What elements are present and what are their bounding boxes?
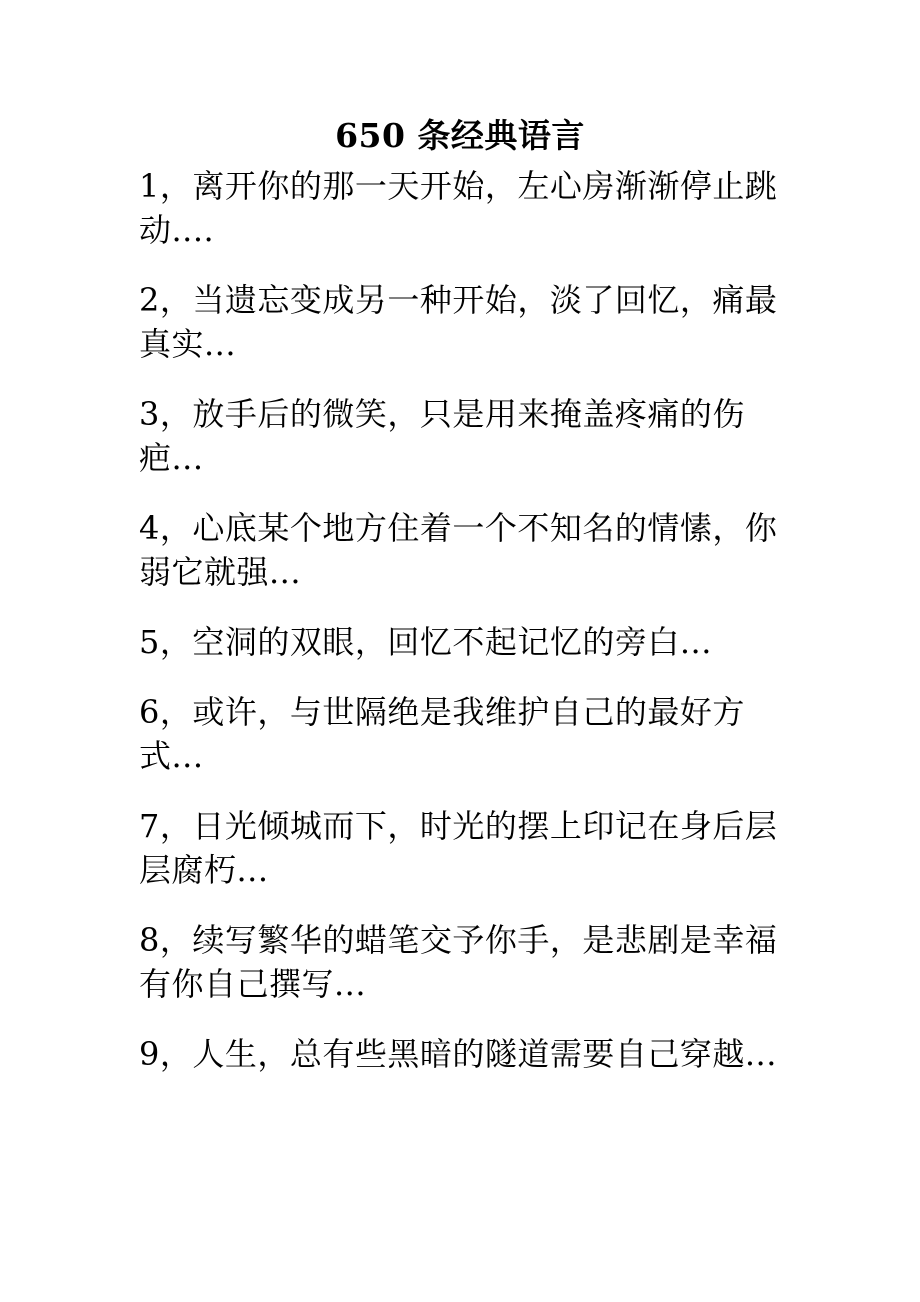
quote-entry-4: 4，心底某个地方住着一个不知名的情愫，你弱它就强...: [139, 509, 778, 591]
quote-entry-7: 7，日光倾城而下，时光的摆上印记在身后层层腐朽...: [139, 807, 778, 889]
quote-entry-8: 8，续写繁华的蜡笔交予你手，是悲剧是幸福有你自己撰写...: [139, 921, 778, 1003]
quote-entry-3: 3，放手后的微笑，只是用来掩盖疼痛的伤疤...: [139, 395, 745, 477]
quote-entry-9: 9，人生，总有些黑暗的隧道需要自己穿越...: [139, 1035, 777, 1073]
document-title: 650 条经典语言: [335, 116, 585, 155]
quote-entry-2: 2，当遗忘变成另一种开始，淡了回忆，痛最真实...: [139, 281, 778, 363]
quote-entry-1: 1，离开你的那一天开始，左心房渐渐停止跳动....: [139, 167, 778, 249]
quote-entry-6: 6，或许，与世隔绝是我维护自己的最好方式...: [139, 693, 745, 775]
quote-list: [139, 164, 784, 1102]
quote-entry-5: 5，空洞的双眼，回忆不起记忆的旁白...: [139, 623, 712, 661]
